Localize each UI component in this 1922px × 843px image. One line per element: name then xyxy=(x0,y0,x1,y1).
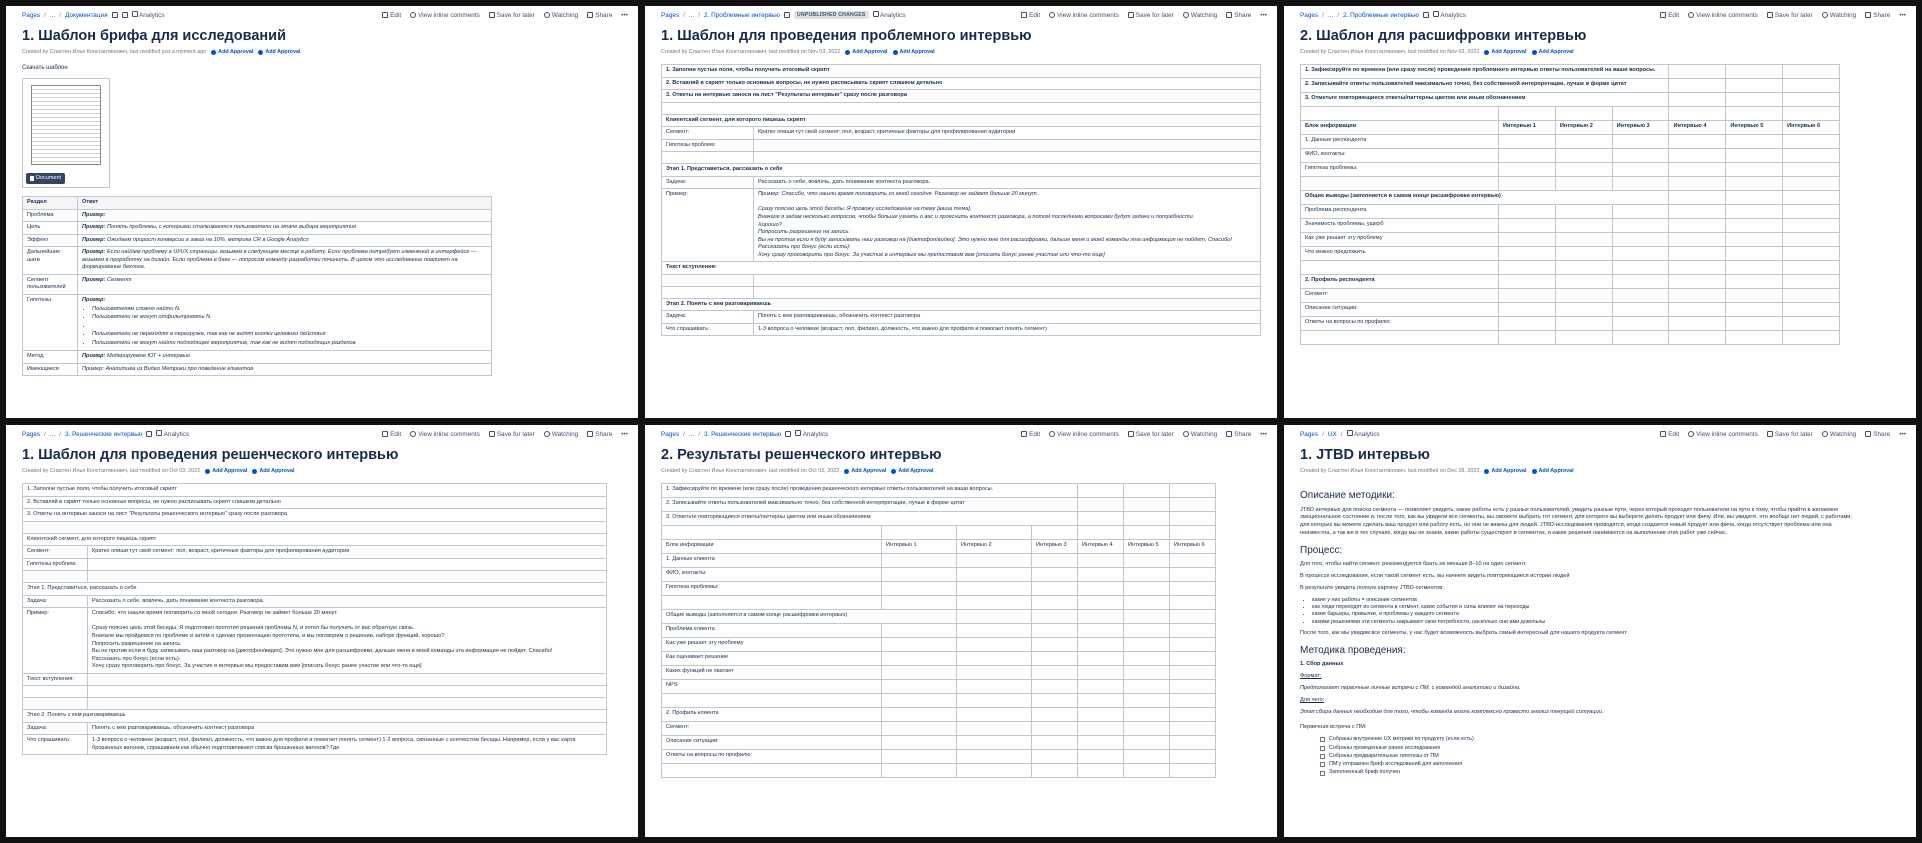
table-row: NPS xyxy=(662,680,1216,694)
share-button[interactable]: Share xyxy=(1865,12,1890,19)
view-inline-comments-button[interactable]: View inline comments xyxy=(410,12,480,19)
table-row: Задача: Понять с кем разговариваешь, обозначить контекст разговора xyxy=(662,311,1261,324)
plus-icon xyxy=(258,50,263,55)
page-actions xyxy=(1660,12,1906,19)
list-item: • Пользователи не переходят в перегрузке, так как не видят кнопки целевого действия xyxy=(92,331,487,339)
page-header-bar xyxy=(1284,6,1916,24)
section-heading: Процесс: xyxy=(1300,544,1343,556)
table-row: Гипотезы проблем: xyxy=(662,139,1261,152)
plus-icon xyxy=(1532,469,1537,474)
page-header-bar xyxy=(1284,425,1916,443)
checklist-item[interactable]: Заполненный бриф получен xyxy=(1300,769,1858,776)
list-item: • Пользователи не могут отфильтровать N. xyxy=(92,314,487,322)
checklist-item[interactable]: Собраны предварительные гипотезы от ПМ xyxy=(1300,753,1858,760)
share-icon xyxy=(1865,12,1871,18)
table-row xyxy=(1301,261,1840,275)
analytics-link[interactable]: Analytics xyxy=(132,11,165,19)
page-header-bar xyxy=(6,6,638,24)
watching-button[interactable]: Watching xyxy=(1822,431,1856,438)
page-actions xyxy=(1021,12,1267,19)
table-row: Этап 2. Понять с кем разговариваешь xyxy=(23,710,607,723)
table-row: Проблема Пример: xyxy=(23,209,492,222)
breadcrumb-parent[interactable]: 3. Решенческие интервью xyxy=(65,430,143,438)
table-row: Клиентский сегмент, для которого пишешь скрипт xyxy=(23,533,607,546)
table-header-row: Блок информации Интервью 1 Интервью 2 Интервью 3 Интервью 4 Интервью 5 Интервью 6 xyxy=(1301,121,1840,135)
table-row: Что можно предложить xyxy=(1301,247,1840,261)
list-item: • Пользователи не могут найти подходящее мероприятие, так как не видят подходящих разделов xyxy=(92,340,487,348)
hypotheses-list xyxy=(82,306,487,348)
table-row xyxy=(1301,177,1840,191)
page-title: 1. Шаблон для проведения проблемного интервью xyxy=(661,28,1032,44)
edit-button[interactable]: Edit xyxy=(1660,12,1679,19)
more-actions-button[interactable]: ••• xyxy=(1260,430,1267,438)
section-heading: Описание методики: xyxy=(1300,490,1395,501)
share-icon xyxy=(587,12,593,18)
table-row: Задача: Рассказать о себе, вовлечь, дать понимание контекста разговора. xyxy=(23,595,607,608)
table-row: 1. Заполни пустые поля, чтобы получить итоговый скрипт xyxy=(662,65,1261,78)
table-row: Ответы на вопросы по профилю: xyxy=(1301,317,1840,331)
list-item xyxy=(92,323,487,331)
checkbox[interactable] xyxy=(1320,762,1325,767)
table-row: Что спрашивать: 1-3 вопроса о человеке (возраст, пол, филиал, должность, что важно для профиля и помогает понять сегмент) xyxy=(662,323,1261,336)
breadcrumb: Pages / ... / Документация Analytics xyxy=(22,11,165,19)
checklist-item[interactable]: ПМ'у отправлен бриф исследований для заполнения xyxy=(1300,761,1858,768)
share-icon xyxy=(1865,431,1871,437)
breadcrumb-ellipsis[interactable]: ... xyxy=(688,430,695,438)
watching-button[interactable]: Watching xyxy=(544,431,578,438)
section-heading: Методика проведения: xyxy=(1300,644,1406,656)
page-actions xyxy=(382,431,628,438)
table-row: Задача: Понять с кем разговариваешь, обозначить контекст разговора xyxy=(23,722,607,735)
table-row xyxy=(662,596,1216,610)
page-byline: Created by Сластен Илья Константинович, last modified on Nov 03, 2022 Add Approval Add Approval xyxy=(1300,49,1574,55)
table-row: Общие выводы (заполняется в самом конце расшифровки интервью) xyxy=(1301,191,1840,205)
table-row: Сегмент пользователей Пример: Сегмент xyxy=(23,274,492,294)
eye-icon xyxy=(544,12,550,18)
page-title: 2. Шаблон для расшифровки интервью xyxy=(1300,28,1587,44)
comment-icon xyxy=(1049,12,1055,18)
analytics-icon xyxy=(873,11,879,17)
page-content xyxy=(645,477,1277,778)
transcript-table xyxy=(1300,64,1840,345)
analytics-icon xyxy=(156,430,162,436)
comment-icon xyxy=(410,12,416,18)
page-actions xyxy=(1660,431,1906,438)
watching-button[interactable]: Watching xyxy=(1183,12,1217,19)
checklist-item[interactable]: Собраны проведенные ранее исследования xyxy=(1300,745,1858,752)
add-approval-button-2[interactable]: Add Approval xyxy=(893,49,935,55)
add-approval-button-2[interactable]: Add Approval xyxy=(252,468,294,474)
table-row: Гипотезы проблем: xyxy=(23,558,607,571)
analytics-icon xyxy=(795,430,801,436)
document-badge: Document xyxy=(26,173,65,184)
share-button[interactable]: Share xyxy=(1226,12,1251,19)
checkbox[interactable] xyxy=(1320,771,1325,776)
table-row: Текст вступления: xyxy=(23,673,607,686)
star-icon xyxy=(1128,12,1134,18)
checkbox[interactable] xyxy=(1320,754,1325,759)
document-icon xyxy=(30,176,34,181)
comment-icon xyxy=(1688,431,1694,437)
view-inline-comments-button[interactable]: View inline comments xyxy=(1049,12,1119,19)
view-inline-comments-button[interactable]: View inline comments xyxy=(410,431,480,438)
table-row: Эффект Пример: Ожидаем прирост конверсии в заказ на 10%, метрика CR в Google Analytics xyxy=(23,234,492,247)
breadcrumb-pages[interactable]: Pages xyxy=(22,430,41,438)
breadcrumb: Pages / ... / 2. Проблемные интервью UNPUBLISHED CHANGES Analytics xyxy=(661,11,906,19)
table-row: 2. Записывайте ответы пользователей максимально точно, без собственной интерпретации, лучше в форме цитат xyxy=(662,498,1216,512)
share-icon xyxy=(1226,431,1232,437)
analytics-link[interactable]: Analytics xyxy=(1433,11,1466,19)
star-icon xyxy=(1128,431,1134,437)
table-row: 2. Записывайте ответы пользователей максимально точно, без собственной интерпретации, лучше в форме цитат xyxy=(1301,79,1840,93)
add-approval-button[interactable]: Add Approval xyxy=(845,49,887,55)
breadcrumb-pages[interactable]: Pages xyxy=(661,430,680,438)
unpublished-changes-badge[interactable]: UNPUBLISHED CHANGES xyxy=(794,11,869,19)
page-solution-interview-template xyxy=(6,425,638,837)
pencil-icon xyxy=(1660,12,1666,18)
pencil-icon xyxy=(1660,431,1666,437)
pencil-icon xyxy=(382,12,388,18)
page-byline: Created by Сластен Илья Константинович, last modified on Dec 28, 2022 Add Approval Add Approval xyxy=(1300,468,1574,474)
analytics-link[interactable]: Analytics xyxy=(795,430,828,438)
checkbox[interactable] xyxy=(1320,746,1325,751)
table-row xyxy=(23,521,607,533)
page-interview-transcript-template xyxy=(1284,6,1916,418)
add-approval-button-2[interactable]: Add Approval xyxy=(258,49,300,55)
lock-icon[interactable] xyxy=(785,431,791,437)
page-research-brief xyxy=(6,6,638,418)
plus-icon xyxy=(893,50,898,55)
save-for-later-button[interactable]: Save for later xyxy=(1128,431,1174,438)
view-inline-comments-button[interactable]: View inline comments xyxy=(1688,12,1758,19)
star-icon xyxy=(1767,12,1773,18)
page-title: 2. Результаты решенческого интервью xyxy=(661,447,942,463)
pencil-icon xyxy=(382,431,388,437)
table-row: 1. Данные респондента xyxy=(1301,135,1840,149)
table-row: 1. Заполни пустые поля, чтобы получить итоговый скрипт xyxy=(23,484,607,497)
table-row: 3. Ответы на интервью заноси на лист "Результаты решенческого интервью" сразу после разговора xyxy=(23,509,607,522)
table-row: 2. Вставляй в скрипт только основные вопросы, не нужно расписывать скрипт слишком детально xyxy=(23,496,607,509)
star-icon xyxy=(489,431,495,437)
results-table xyxy=(661,483,1216,778)
watching-button[interactable]: Watching xyxy=(544,12,578,19)
page-header-bar xyxy=(6,425,638,443)
eye-icon xyxy=(1183,431,1189,437)
plus-icon xyxy=(252,469,257,474)
table-row xyxy=(662,152,1261,164)
view-inline-comments-button[interactable]: View inline comments xyxy=(1049,431,1119,438)
table-row xyxy=(23,686,607,698)
lock-icon[interactable] xyxy=(112,12,118,18)
table-row: Этап 2. Понять с кем разговариваешь xyxy=(662,298,1261,311)
share-button[interactable]: Share xyxy=(587,12,612,19)
table-row: Этап 1. Представиться, рассказать о себе xyxy=(662,164,1261,177)
script-table xyxy=(22,483,607,755)
plus-icon xyxy=(845,50,850,55)
plus-icon xyxy=(1484,50,1489,55)
comment-icon xyxy=(410,431,416,437)
breadcrumb-parent[interactable]: 2. Проблемные интервью xyxy=(704,11,780,19)
table-header: Ответ xyxy=(78,197,492,210)
add-approval-button-2[interactable]: Add Approval xyxy=(1532,49,1574,55)
table-row: 3. Отметьте повторяющиеся ответы/паттерны цветом или иным обозначением xyxy=(1301,93,1840,107)
watching-button[interactable]: Watching xyxy=(1183,431,1217,438)
page-byline: Created by Сластен Илья Константинович, last modified just a moment ago Add Approval Add Approval xyxy=(22,49,301,55)
table-row: 3. Отметьте повторяющиеся ответы/паттерны цветом или иным обозначением xyxy=(662,512,1216,526)
table-row: Как оценивает решение xyxy=(662,652,1216,666)
table-row xyxy=(1301,331,1840,345)
add-approval-button[interactable]: Add Approval xyxy=(205,468,247,474)
table-row: ФИО, контакты: xyxy=(662,568,1216,582)
page-byline: Created by Сластен Илья Константинович, last modified on Nov 03, 2022 Add Approval Add Approval xyxy=(661,49,935,55)
table-row: Как уже решает эту проблему xyxy=(662,638,1216,652)
table-row xyxy=(23,698,607,710)
add-approval-button[interactable]: Add Approval xyxy=(1484,49,1526,55)
page-title: 1. Шаблон для проведения решенческого интервью xyxy=(22,447,399,463)
page-jtbd-interview xyxy=(1284,425,1916,837)
breadcrumb: Pages / UX / Analytics xyxy=(1300,430,1380,438)
breadcrumb-ellipsis[interactable]: ... xyxy=(49,430,56,438)
table-row: Каких функций не хватает xyxy=(662,666,1216,680)
table-row xyxy=(662,274,1261,286)
analytics-icon xyxy=(132,11,138,17)
page-content: Описание методики: JTBD интервью для поиска сегмента — позволяет увидеть, какие работы есть у разных пользователей, увидеть разные пути, через который проходят пользователи на пути к тому, чтобы прийти в желаемое эмоциональное состояние и, после того, как вы увидели все сегменты, вы сможете выбрать тот сегмент, для которого вы выберете делать продукт или фичу. Или, вы увидите, что вообще нет людей, с работами, для которых вы можете сделать ваш продукт или работу есть, но они не важны для людей. JTBD-исследования проводятся, когда создается новый продукт или фича, когда отсутствует проблема или она неизвестна, а так же в тех случаях, когда мы не знаем, какие работы существуют в сегментах, и какие решения нанимаются на выполнение этих работ уже сейчас. Процесс: Для того, чтобы найти сегмент, рекомендуется брать не меньше 8–10 на один сегмент. В процессе исследования, если такой сегмент есть, вы начнете видеть повторяющиеся истории людей В результате увидеть полную картину JTBD-сегментов: • какие у них работы = описание сегментов • как люди переходят из сегмента в сегмент, какие события и силы влияют на переходы • какие барьеры, привычки, и проблемы у каждого сегмента • какими решениями эти сегменты закрывают свои потребности, насколько они ими довольны После того, как мы увидим все сегменты, у нас будет возможность выбрать самый интересный для нашего продукта сегмент. Методика проведения: 1. Сбор данных Формат: Предполагает первичные личные встречи с ПМ, с командой аналитики и дизайна. Для чего: Этап сбора данных необходим для того, чтобы команда могла комплексно провести анализ текущей ситуации. Первичная встреча с ПМ: Собраны внутренние UX метрики по продукту (если есть) Собраны проведенные ранее исследования Собраны предварительные гипотезы от ПМ ПМ'у отправлен бриф исследований для заполнения Заполненный бриф получен xyxy=(1284,477,1874,777)
page-byline: Created by Сластен Илья Константинович, last modified on Oct 03, 2022 Add Approval Add Approval xyxy=(661,468,934,474)
edit-button[interactable]: Edit xyxy=(382,12,401,19)
table-row: 1. Зафиксируйте по времени (или сразу после) проведения проблемного интервью ответы пользователей на ваши вопросы. xyxy=(1301,65,1840,79)
table-row: 1. Зафиксируйте по времени (или сразу после) проведения решенческого интервью ответы пользователей на ваши вопросы. xyxy=(662,484,1216,498)
page-problem-interview-template xyxy=(645,6,1277,418)
page-solution-interview-results xyxy=(645,425,1277,837)
checkbox[interactable] xyxy=(1320,737,1325,742)
breadcrumb: Pages / ... / 2. Проблемные интервью Analytics xyxy=(1300,11,1466,19)
jtbd-outcomes-list xyxy=(1300,597,1858,626)
page-content xyxy=(6,58,638,376)
save-for-later-button[interactable]: Save for later xyxy=(1767,431,1813,438)
table-row: Сегмент: xyxy=(1301,289,1840,303)
table-row: Сегмент: Кратко опиши тут свой сегмент: пол, возраст, критичные факторы для профилирования аудитории xyxy=(662,127,1261,140)
more-actions-button[interactable]: ••• xyxy=(621,11,628,19)
page-tree-icon[interactable] xyxy=(122,12,128,18)
share-button[interactable]: Share xyxy=(587,431,612,438)
save-for-later-button[interactable]: Save for later xyxy=(489,12,535,19)
template-document-preview[interactable] xyxy=(22,78,110,188)
table-row: 1. Данные клиента xyxy=(662,554,1216,568)
table-row: ФИО, контакты: xyxy=(1301,149,1840,163)
analytics-link[interactable]: Analytics xyxy=(1347,430,1380,438)
table-row: Сегмент: Кратко опиши тут свой сегмент: пол, возраст, критичные факторы для профилирования аудитории xyxy=(23,546,607,559)
save-for-later-button[interactable]: Save for later xyxy=(1767,12,1813,19)
table-row: 2. Вставляй в скрипт только основные вопросы, не нужно расписывать скрипт слишком детально xyxy=(662,77,1261,90)
table-row: Пример: Спасибо, что нашли время поговорить со мной сегодня. Разговор не займет больше 20 минут. Сразу поясню цель этой беседы. Я подготовил прототип решения проблемы N, и хотел бы получить от вас обратную связь. Вначале мы пройдемся по проблеме и затем я сделаю презентацию прототипа, и мы поговорим о решении, наборе функций, хорошо? Попросить разрешение на запись: Вы не против если я буду записывать наш разговор на [диктофон/видео]. Это нужно мне для расшифровки, дальше меня и моей команды эта информация не пойдет. Спасибо! Рассказать про бонус (если есть): Хочу сразу проговорить про бонус. За участие в интервью мы предоставим вам [описать бонус ранее участие или что-то еще] xyxy=(23,608,607,673)
table-row: Имеющиеся Пример: Аналитика из Видео Метрики про поведение клиентов xyxy=(23,363,492,376)
list-item: • Пользователям сложно найти N. xyxy=(92,306,487,314)
table-row xyxy=(662,764,1216,778)
lock-icon[interactable] xyxy=(784,12,790,18)
document-thumbnail xyxy=(31,85,101,165)
add-approval-button[interactable]: Add Approval xyxy=(211,49,253,55)
eye-icon xyxy=(1822,12,1828,18)
page-content xyxy=(1284,58,1916,345)
share-icon xyxy=(1226,12,1232,18)
table-row xyxy=(662,694,1216,708)
table-row: Этап 1. Представиться, рассказать о себе xyxy=(23,583,607,596)
lock-icon[interactable] xyxy=(1423,12,1429,18)
plus-icon xyxy=(1532,50,1537,55)
breadcrumb-pages[interactable]: Pages xyxy=(661,11,680,19)
share-icon xyxy=(587,431,593,437)
breadcrumb-pages[interactable]: Pages xyxy=(22,11,41,19)
table-row xyxy=(1301,107,1840,121)
table-row: Ответы на вопросы по профилю: xyxy=(662,750,1216,764)
breadcrumb: Pages / ... / 3. Решенческие интервью Analytics xyxy=(661,430,829,438)
eye-icon xyxy=(1822,431,1828,437)
page-title: 1. Шаблон брифа для исследований xyxy=(22,28,286,44)
edit-button[interactable]: Edit xyxy=(1021,12,1040,19)
download-template-text: Скачать шаблон xyxy=(22,65,68,71)
share-button[interactable]: Share xyxy=(1865,431,1890,438)
table-row: Как уже решает эту проблему xyxy=(1301,233,1840,247)
plus-icon xyxy=(211,50,216,55)
edit-button[interactable]: Edit xyxy=(1021,431,1040,438)
table-row: 2. Профиль респондента xyxy=(1301,275,1840,289)
table-row: Цель Пример: Понять проблемы, с которыми сталкиваются пользователи на этапе выбора мероприятия xyxy=(23,222,492,235)
comment-icon xyxy=(1688,12,1694,18)
table-header: Раздел xyxy=(23,197,78,210)
save-for-later-button[interactable]: Save for later xyxy=(489,431,535,438)
eye-icon xyxy=(1183,12,1189,18)
star-icon xyxy=(1767,431,1773,437)
eye-icon xyxy=(544,431,550,437)
add-approval-button-2[interactable]: Add Approval xyxy=(1532,468,1574,474)
table-row: Описание ситуации: xyxy=(662,736,1216,750)
table-row: Проблема клиента xyxy=(662,624,1216,638)
table-row xyxy=(23,571,607,583)
page-byline: Created by Сластен Илья Константинович, last modified on Oct 03, 2022 Add Approval Add Approval xyxy=(22,468,295,474)
table-row: Значимость проблемы, ущерб xyxy=(1301,219,1840,233)
more-actions-button[interactable]: ••• xyxy=(1260,11,1267,19)
table-row xyxy=(662,102,1261,114)
plus-icon xyxy=(891,469,896,474)
breadcrumb-parent[interactable]: 3. Решенческие интервью xyxy=(704,430,782,438)
checklist-item[interactable]: Собраны внутренние UX метрики по продукту (если есть) xyxy=(1300,736,1858,743)
more-actions-button[interactable]: ••• xyxy=(1899,430,1906,438)
comment-icon xyxy=(1049,431,1055,437)
page-header-bar xyxy=(645,6,1277,24)
page-title: 1. JTBD интервью xyxy=(1300,447,1430,463)
table-row: Задача: Рассказать о себе, вовлечь, дать понимание контекста разговора. xyxy=(662,176,1261,189)
pencil-icon xyxy=(1021,12,1027,18)
breadcrumb-ellipsis[interactable]: ... xyxy=(688,11,695,19)
breadcrumb-pages[interactable]: Pages xyxy=(1300,430,1319,438)
analytics-icon xyxy=(1433,11,1439,17)
breadcrumb-ellipsis[interactable]: ... xyxy=(49,11,56,19)
lock-icon[interactable] xyxy=(146,431,152,437)
table-row: Описание ситуации: xyxy=(1301,303,1840,317)
watching-button[interactable]: Watching xyxy=(1822,12,1856,19)
table-row: Метод Пример: Модерируемое ЮТ + интервью xyxy=(23,351,492,364)
breadcrumb-ellipsis[interactable]: ... xyxy=(1327,11,1334,19)
edit-button[interactable]: Edit xyxy=(1660,431,1679,438)
plus-icon xyxy=(205,469,210,474)
table-row: 3. Ответы на интервью заноси на лист "Результаты интервью" сразу после разговора xyxy=(662,90,1261,103)
table-header-row: Блок информации Интервью 1 Интервью 2 Интервью 3 Интервью 4 Интервью 5 Интервью 6 xyxy=(662,540,1216,554)
plus-icon xyxy=(1484,469,1489,474)
add-approval-button[interactable]: Add Approval xyxy=(844,468,886,474)
plus-icon xyxy=(844,469,849,474)
star-icon xyxy=(489,12,495,18)
table-row: Проблема респондента xyxy=(1301,205,1840,219)
table-row: Пример: Пример: Спасибо, что нашли время поговорить со мной сегодня. Разговор не займет больше 20 минут. Сразу поясню цель этой беседы. Я провожу исследование на тему [ваша тема]. Вначале я задам несколько вопросов, чтобы больше узнать о вас и прояснить контекст разговора, а потом последними вопросами будут задачи и потребности. Хорошо? Попросить разрешение на запись: Вы не против если я буду записывать наш разговор на [диктофон/видео]. Это нужно мне для расшифровки, дальше меня и моей команды эта информация не пойдет. Спасибо! Рассказать про бонус (если есть): Хочу сразу проговорить про бонус. За участие в интервью мы предоставим вам [описать бонус ранее участие или что-то еще] xyxy=(662,189,1261,262)
table-row: Что спрашивать: 1-3 вопроса о человеке (возраст, пол, филиал, должность, что важно для профиля и помогает понять сегмент) 1-2 вопроса, связанные с контекстом беседы. Например, если у вас карта брошенных вагонов, спрашиваем как обычно подготавливают списки брошенных вагонов? Где xyxy=(23,735,607,755)
table-row: Текст вступления: xyxy=(662,262,1261,275)
page-header-bar xyxy=(645,425,1277,443)
table-row: Клиентский сегмент, для которого пишешь скрипт xyxy=(662,114,1261,127)
page-actions xyxy=(382,12,628,19)
analytics-link[interactable]: Analytics xyxy=(156,430,189,438)
breadcrumb-parent[interactable]: 2. Проблемные интервью xyxy=(1343,11,1419,19)
breadcrumb: Pages / ... / 3. Решенческие интервью Analytics xyxy=(22,430,190,438)
table-row: Гипотеза проблемы: xyxy=(1301,163,1840,177)
table-row: Гипотезы Пример: • Пользователям сложно найти N. • Пользователи не могут отфильтровать N. • • Пользователи не переходят в перегрузке, так как не видят кнопки целевого действия • Пользователи не могут найти подходящее мероприятие, так как не видят подходящих разделов xyxy=(23,295,492,351)
save-for-later-button[interactable]: Save for later xyxy=(1128,12,1174,19)
page-content xyxy=(6,477,638,755)
table-row: Сегмент: xyxy=(662,722,1216,736)
list-item: • какие у них работы = описание сегментов xyxy=(1312,597,1858,604)
view-inline-comments-button[interactable]: View inline comments xyxy=(1688,431,1758,438)
more-actions-button[interactable]: ••• xyxy=(621,430,628,438)
table-row xyxy=(662,286,1261,298)
analytics-icon xyxy=(1347,430,1353,436)
table-row: 2. Профиль клиента xyxy=(662,708,1216,722)
edit-button[interactable]: Edit xyxy=(382,431,401,438)
method-description: JTBD интервью для поиска сегмента — позволяет увидеть, какие работы есть у разных пользователей, увидеть разные пути, через который проходят пользователи на пути к тому, чтобы прийти в желаемое эмоциональное состояние и, после того, как вы увидели все сегменты, вы сможете выбрать тот сегмент, для которого вы выберете делать продукт или фичу. Или, вы увидите, что вообще нет людей, с работами, для которых вы можете сделать ваш продукт или работу есть, но они не важны для людей. JTBD-исследования проводятся, когда создается новый продукт или фича, когда отсутствует проблема или она неизвестна, а так же в тех случаях, когда мы не знаем, какие работы существуют в сегментах, и какие решения нанимаются на выполнение этих работ уже сейчас. xyxy=(1300,506,1852,536)
table-row: Гипотеза проблемы: xyxy=(662,582,1216,596)
table-row: Общие выводы (заполняется в самом конце расшифровки интервью) xyxy=(662,610,1216,624)
table-row xyxy=(662,526,1216,540)
list-item: • какими решениями эти сегменты закрывают свои потребности, насколько они ими довольны xyxy=(1312,619,1858,626)
pencil-icon xyxy=(1021,431,1027,437)
add-approval-button-2[interactable]: Add Approval xyxy=(891,468,933,474)
list-item: • как люди переходят из сегмента в сегмент, какие события и силы влияют на переходы xyxy=(1312,604,1858,611)
table-row: Дальнейшие шаги Пример: Если найдем проблему в UI/UX страницы, возьмем в следующем месяце в работу. Если проблема потребует изменений в интерфейсе — возьмем в проработку на дизайн. Если проблема в баге — попросим команду разработки починить. В целом это исследование повлияет на формирование беклога. xyxy=(23,247,492,275)
share-button[interactable]: Share xyxy=(1226,431,1251,438)
more-actions-button[interactable]: ••• xyxy=(1899,11,1906,19)
breadcrumb-pages[interactable]: Pages xyxy=(1300,11,1319,19)
brief-table xyxy=(22,196,492,376)
breadcrumb-parent[interactable]: Документация xyxy=(65,11,108,19)
list-item: • какие барьеры, привычки, и проблемы у каждого сегмента xyxy=(1312,611,1858,618)
analytics-link[interactable]: Analytics xyxy=(873,11,906,19)
add-approval-button[interactable]: Add Approval xyxy=(1484,468,1526,474)
breadcrumb-parent[interactable]: UX xyxy=(1327,430,1337,438)
page-content xyxy=(645,58,1277,336)
page-actions xyxy=(1021,431,1267,438)
script-table xyxy=(661,64,1261,336)
